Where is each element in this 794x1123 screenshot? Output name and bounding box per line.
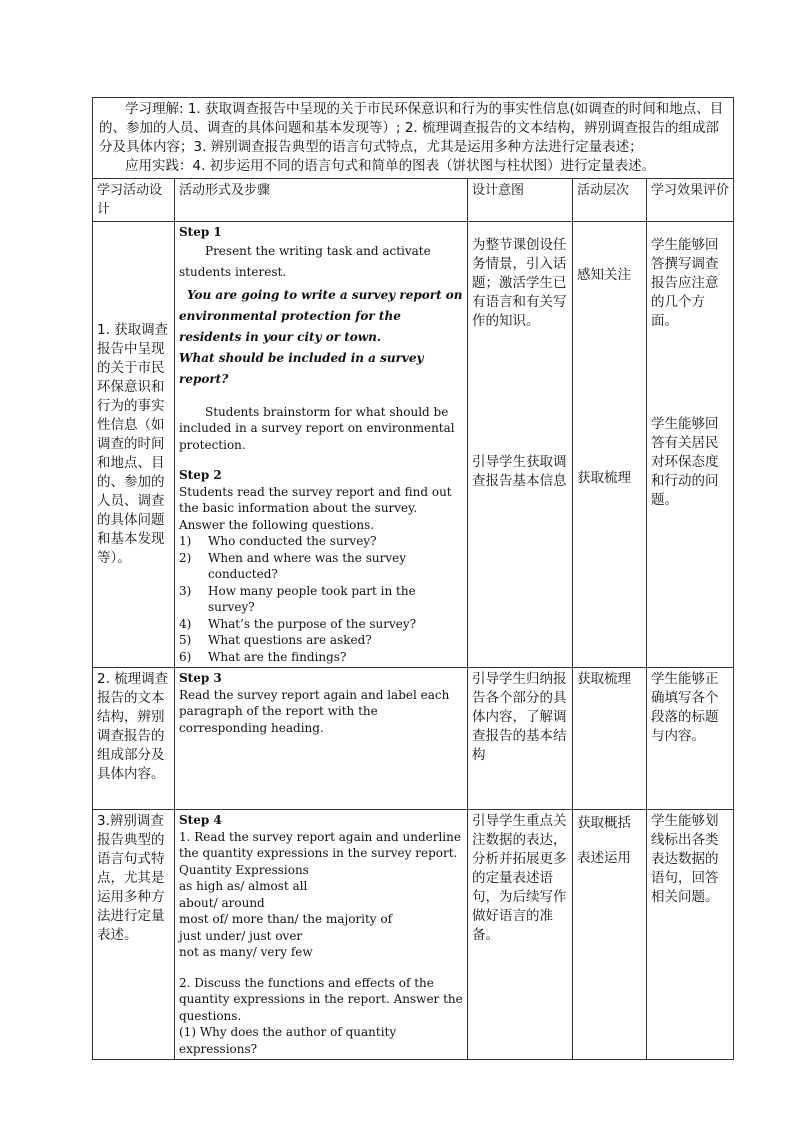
intent-cell-2: 引导学生归纳报告各个部分的具体内容，了解调查报告的基本结构 [468,668,573,810]
level-1a: 感知关注 [577,267,631,283]
step4-text2: 2. Discuss the functions and effects of the quantity expressions in the report. Answer the questions. [179,975,463,1023]
header-level: 活动层次 [573,179,647,222]
expression-item: as high as/ almost all [179,879,308,893]
question-item: 4) What’s the purpose of the survey? [179,616,417,631]
intent-1b: 引导学生获取调查报告基本信息 [472,454,567,489]
steps-cell-3 [175,810,468,1060]
step3-text: Read the survey report again and label each paragraph of the report with the corresponding heading. [179,687,450,735]
header-row [93,179,734,222]
objectives-row [93,98,734,179]
eval-cell-1 [647,222,734,668]
eval-cell-3: 学生能够划线标出各类表达数据的语句，回答相关问题。 [647,810,734,1060]
question-item: 1) Who conducted the survey? [179,534,377,548]
level-cell-3 [573,810,647,1060]
question-item: 3) How many people took part in the survey? [179,583,416,614]
level-3a: 获取概括 [577,815,631,831]
eval-1b: 学生能够回答有关居民对环保态度和行动的问题。 [651,416,719,508]
question-item: 5) What questions are asked? [179,633,372,647]
level-cell-1 [573,222,647,668]
objectives-line1: 学习理解: 1. 获取调查报告中呈现的关于市民环保意识和行为的事实性信息(如调查的时间和地点、目的、参加的人员、调查的具体问题和基本发现等）; 2. 梳理调查报告的文本结构，辨别调查报告的组成部分及具体内容；3. 辨别调查报告典型的语言句式特点，尤其是运用多种方法进行定量表述； [99,101,724,155]
design-cell-3: 3.辨别调查报告典型的语言句式特点，尤其是运用多种方法进行定量表述。 [93,810,175,1060]
step1-question: What should be included in a survey report? [179,350,424,386]
intent-cell-3: 引导学生重点关注数据的表达，分析并拓展更多的定量表述语句，为后续写作做好语言的准备。 [468,810,573,1060]
header-steps: 活动形式及步骤 [175,179,468,222]
step1-task: You are going to write a survey report on environmental protection for the residents in your city or town. [179,287,463,344]
header-design: 学习活动设计 [93,179,175,222]
objectives-line2: 应用实践：4. 初步运用不同的语言句式和简单的图表（饼状图与柱状图）进行定量表述。 [125,158,656,174]
intent-cell-1 [468,222,573,668]
header-eval: 学习效果评价 [647,179,734,222]
eval-cell-2: 学生能够正确填写各个段落的标题与内容。 [647,668,734,810]
step1-title: Step 1 [179,225,222,239]
steps-cell-2 [175,668,468,810]
expression-item: Quantity Expressions [179,862,309,877]
level-1b: 获取梳理 [577,470,631,486]
design-cell-1: 1. 获取调查报告中呈现的关于市民环保意识和行为的事实性信息（如调查的时间和地点、目的、参加的人员、调查的具体问题和基本发现等）。 [93,222,175,668]
step4-text3: (1) Why does the author of quantity expressions? [179,1025,397,1056]
expression-item: not as many/ very few [179,945,313,959]
eval-1a: 学生能够回答撰写调查报告应注意的几个方面。 [651,237,719,329]
activity-row-3 [93,810,734,1060]
step2-intro: Students read the survey report and find out the basic information about the survey. Answer the following questions. [179,484,452,532]
expression-item: about/ around [179,895,265,910]
expression-item: just under/ just over [179,928,303,943]
lesson-plan-table [92,97,734,1060]
design-cell-2: 2. 梳理调查报告的文本结构，辨别调查报告的组成部分及具体内容。 [93,668,175,810]
expression-item: most of/ more than/ the majority of [179,912,393,926]
step4-title: Step 4 [179,813,222,827]
step3-title: Step 3 [179,671,222,685]
activity-row-1 [93,222,734,668]
objectives-cell [93,98,734,179]
level-cell-2: 获取梳理 [573,668,647,810]
step2-title: Step 2 [179,468,222,482]
step1-intro: Present the writing task and activate students interest. [179,243,431,279]
intent-1a: 为整节课创设任务情景，引入话题；激活学生已有语言和有关写作的知识。 [472,237,567,329]
header-intent: 设计意图 [468,179,573,222]
question-item: 6) What are the findings? [179,649,347,664]
level-3b: 表述运用 [577,850,631,866]
steps-cell-1 [175,222,468,668]
step1-brainstorm: Students brainstorm for what should be included in a survey report on environmental protection. [179,404,455,452]
question-item: 2) When and where was the survey conducted? [179,550,406,581]
activity-row-2 [93,668,734,810]
step4-text1: 1. Read the survey report again and underline the quantity expressions in the survey report. [179,829,461,860]
